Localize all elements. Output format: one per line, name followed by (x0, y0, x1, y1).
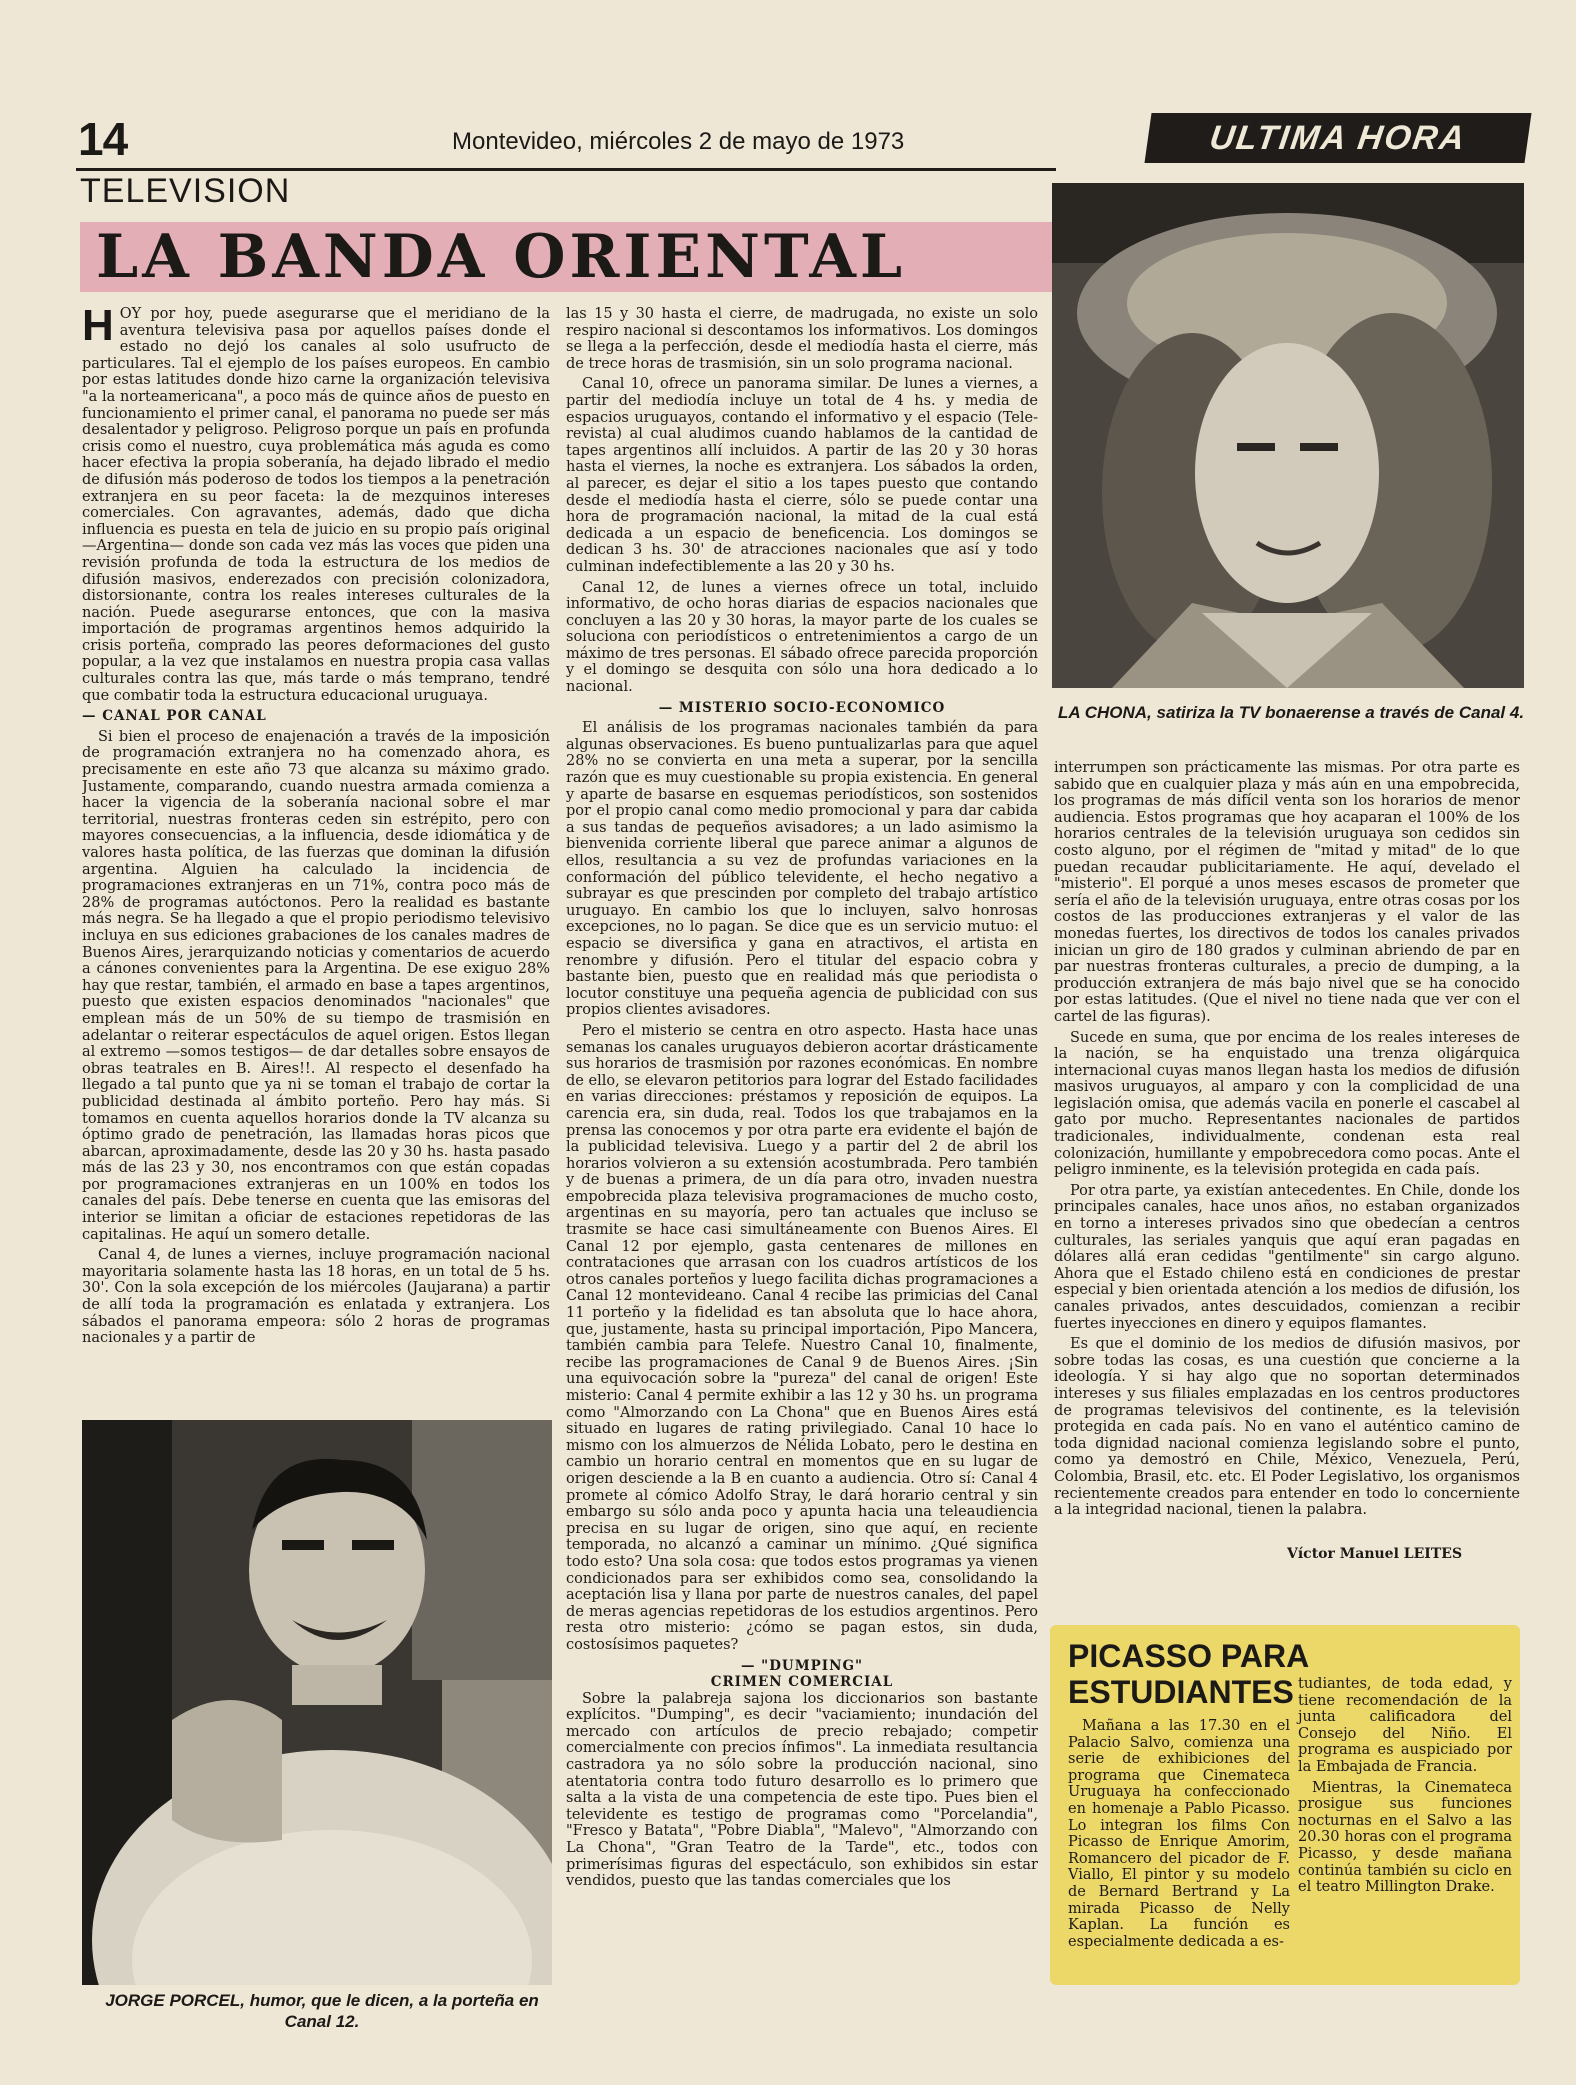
paragraph: Si bien el proceso de enajenación a través de la imposición de programación extranjera no ha comenzado ahora, es precisamente en este año 73 que alcanza su máximo grado. Justamente, comparando, cuando nuestra armada comienza a hacer la vigencia de la soberanía nacional sobre el mar territorial, nuestras fronteras ceden sin estrépito, pero con mayores consecuencias, a la influencia, desde idiomática y de valores hasta política, de las fuerzas que dominan la difusión argentina. Alguien ha calculado la incidencia de programaciones extranjeras en un 71%, contra poco más de 28% de programas autóctonos. Pero la realidad es bastante más negra. Se ha llegado a que el propio periodismo televisivo incluya en sus ediciones grabaciones de los canales madres de Buenos Aires, jerarquizando noticias y comentarios de acuerdo a cánones convenientes para la Argentina. De ese exiguo 28% hay que restar, también, el armado en base a tapes argentinos, puesto que existen espacios denominados "nacionales" que emplean más de un 50% de su tiempo de trasmisión en adelantar o reiterar espectáculos de aquel origen. Estos llegan al extremo —somos testigos— de dar detalles sobre ensayos de obras teatrales en B. Aires!!. Al respecto el desenfado ha llegado a tal punto que ya ni se toman el trabajo de cortar la publicidad destinada al ámbito porteño. Pero hay más. Si tomamos en cuenta aquellos horarios donde la TV alcanza su óptimo grado de penetración, las llamadas horas picos que abarcan, aproximadamente, desde las 20 y 30 hs. hasta pasado más de las 23 y 30, nos encontramos con que están copadas por programaciones extranjeras en un 100% en todos los canales del país. Debe tenerse en cuenta que las emisoras del interior se limitan a oficiar de estaciones repetidoras de las capitalinas. He aquí un somero detalle. (82, 728, 550, 1243)
paragraph: Canal 12, de lunes a viernes ofrece un total, incluido informativo, de ocho horas diarias de espacios nacionales que concluyen a las 20 y 30 horas, la mayor parte de los cuales se soluciona con periodísticos o entretenimientos a cargo de un máximo de tres personas. El sábado ofrece parecida proporción y el domingo se desquita con sólo una hora dedicado a lo nacional. (566, 579, 1038, 696)
paragraph: Por otra parte, ya existían antecedentes. En Chile, donde los principales canales, hace unos años, no estaban organizados en torno a intereses privados sino que obedecían a centros culturales, las seriales yanquis que aquí eran pagadas en dólares allá eran cedidas "gentilmente" sin cargo alguno. Ahora que el Estado chileno está en condiciones de prestar especial y bien orientada atención a los medios de difusión, los canales privados, antes descuidados, comienzan a recibir fuertes inyecciones en dinero y equipos flamantes. (1054, 1182, 1520, 1332)
caption-porcel: JORGE PORCEL, humor, que le dicen, a la porteña en Canal 12. (105, 1991, 539, 2031)
dateline: Montevideo, miércoles 2 de mayo de 1973 (452, 128, 905, 155)
headline: LA BANDA ORIENTAL (96, 222, 907, 292)
box-title: PICASSO PARA ESTUDIANTES (1068, 1638, 1309, 1710)
box-column-b (1298, 1676, 1512, 1900)
intro-paragraph (82, 306, 550, 704)
porcel-image (82, 1420, 552, 1985)
subhead-dumping-line1: — "DUMPING" (740, 1657, 864, 1674)
subhead-misterio: — MISTERIO SOCIO-ECONOMICO (658, 699, 946, 716)
caption-chona: LA CHONA, satiriza la TV bonaerense a través de Canal 4. (1057, 703, 1525, 722)
subhead-dumping (566, 1658, 1038, 1691)
paragraph: Sobre la palabreja sajona los diccionarios son bastante explícitos. "Dumping", es decir "vaciamiento; inundación del mercado con artículos de precio rebajado; competir comercialmente con precios ínfimos". La inmediata resultancia castradora ya no sólo sobre la producción nacional, sino atentatoria contra todo futuro desarrollo es lo primero que salta a la vista de una competencia de este tipo. Pues bien el televidente es testigo de programas como "Porcelandia", "Fresco y Batata", "Pobre Diabla", "Malevo", "Almorzando con La Chona", "Gran Teatro de la Tarde", etc., todos con primerísimas figuras del espectáculo, son exhibidos sin estar vendidos, puesto que las tandas comerciales que los (566, 1690, 1038, 1890)
chona-image (1052, 183, 1524, 688)
subhead-dumping-line2: CRIMEN COMERCIAL (710, 1674, 894, 1691)
photo-la-chona (1052, 183, 1524, 688)
paragraph: las 15 y 30 hasta el cierre, de madrugada, no existe un solo respiro nacional si descontamos los informativos. Los domingos se llega a la perfección, desde el mediodía hasta el cierre, más de trece horas de trasmisión, sin un solo programa nacional. (566, 306, 1038, 372)
top-rule (76, 168, 1056, 171)
paragraph: Es que el dominio de los medios de difusión masivos, por sobre todas las cosas, es una cuestión que concierne a la ideología. Y si hay algo que no soportan determinados intereses y sus filiales emplazadas en los centros productores de programas televisivos del continente, es la televisión protegida en cada país. No en vano el auténtico camino de toda dignidad nacional comienza legislando sobre el punto, como ya demostró en Chile, México, Venezuela, Perú, Colombia, Brasil, etc. etc. El Poder Legislativo, los organismos recientemente creados para entender en todo lo concerniente a la integridad nacional, tienen la palabra. (1054, 1336, 1520, 1519)
box-paragraph: Mañana a las 17.30 en el Palacio Salvo, comienza una serie de exhibiciones del programa que Cinemateca Uruguaya ha confeccionado en homenaje a Pablo Picasso. Lo integran los films Con Picasso de Enrique Amorim, Romancero del picador de F. Viallo, El pintor y su modelo de Bernard Bertrand y La mirada Picasso de Nelly Kaplan. La función es especialmente dedicada a es- (1068, 1718, 1290, 1950)
paragraph: Canal 10, ofrece un panorama similar. De lunes a viernes, a partir del mediodía incluye un total de 4 hs. y media de espacios uruguayos, contando el informativo y el espacio (Tele-revista) al cual aludimos cuando hablamos de la cantidad de tapes argentinos allí incluidos. A partir de las 20 y 30 horas hasta el viernes, la noche es extranjera. Los sábados la orden, al parecer, es dejar el sitio a los tapes puesto que contando desde el mediodía hasta el cierre, sólo se puede contar una hora de programación nacional, la mitad de la cual está dedicada a un espacio de beneficencia. Los domingos se dedican 3 hs. 30' de atracciones nacionales que así y todo culminan indefectiblemente a las 20 y 30 hs. (566, 376, 1038, 575)
paragraph: interrumpen son prácticamente las mismas. Por otra parte es sabido que en cualquier plaza y más aún en una empobrecida, los programas de más difícil venta son los horarios de menor audiencia. Estos programas que hoy acaparan el 100% de los horarios centrales de la televisión uruguaya son cedidos sin costo alguno, por el régimen de "mitad y mitad" de lo que puedan recaudar publicitariamente. He aquí, develado el "misterio". El porqué a unos meses escasos de prometer que sería el año de la televisión uruguaya, entre otras cosas por los costos de las producciones extranjeras y el valor de las monedas fuertes, los directivos de todos los canales privados inician un giro de 180 grados y culminan abriendo de par en par nuestras fronteras culturales, a precio de dumping, a la producción extranjera de más bajo nivel que se ha conocido por estas latitudes. (Que el nivel no tiene nada que ver con el cartel de las figuras). (1054, 760, 1520, 1025)
box-column-a (1068, 1718, 1290, 1954)
paragraph: Sucede en suma, que por encima de los reales intereses de la nación, se ha enquistado una trenza oligárquica internacional cuyas manos llegan hasta los medios de difusión masivos uruguayos, al amparo y con la complicidad de una legislación omisa, que además vacila en ponerle el cascabel al gato por mucho. Representantes nacionales de partidos tradicionales, individualmente, condenan esta real colonización, humillante y empobrecedora como pocas. Ante el peligro inminente, es la televisión protegida en cada país. (1054, 1029, 1520, 1179)
paragraph: Canal 4, de lunes a viernes, incluye programación nacional mayoritaria solamente hasta las 18 horas, en un total de 5 hs. 30'. Con la sola excepción de los miércoles (Jaujarana) a partir de allí toda la programación es enlatada y extranjera. Los sábados el panorama empeora: sólo 2 horas de programas nacionales y a partir de (82, 1247, 550, 1347)
paragraph: El análisis de los programas nacionales también da para algunas observaciones. Es bueno puntualizarlas para que aquel 28% no se convierta en una meta a superar, por la sencilla razón que es muy cuestionable su propia existencia. En general y aparte de basarse en esquemas periodísticos, son sostenidos por el propio canal como medio promocional y para dar cabida a sus tandas de pequeños avisadores; a un lado asimismo la bienvenida corriente liberal que parece animar a algunos de ellos, resultancia a su vez de profundas variaciones en la conformación del público televidente, el hecho negativo a subrayar es que prescinden por completo del trabajo artístico uruguayo. En cambio los que lo incluyen, salvo honrosas excepciones, no lo pagan. Se dice que es un servicio mutuo: el espacio se diversifica y gana en atractivos, el artista en renombre y difusión. Pero el titular del espacio cobra y bastante bien, puesto que en realidad más que periodista o locutor constituye una pequeña agencia de publicidad con sus propios clientes avisadores. (566, 720, 1038, 1019)
paragraph: Pero el misterio se centra en otro aspecto. Hasta hace unas semanas los canales uruguayos debieron acortar drásticamente sus horarios de trasmisión por razones económicas. En nombre de ello, se elevaron petitorios para lograr del Estado facilidades en varias direcciones: préstamos y reposición de equipos. La carencia era, sin duda, real. Todos los que trabajamos en la prensa las conocemos y por otra parte era evidente el bajón de la publicidad televisiva. Luego y a partir del 2 de abril los horarios volvieron a su extensión acostumbrada. Pero también y de buenas a primera, de un día para otro, invaden nuestra empobrecida plaza televisiva programaciones de mucho costo, argentinas en su mayoría, pero tan actuales que incluso se trasmite se hace casi simultáneamente con Buenos Aires. El Canal 12 por ejemplo, gasta centenares de millones en contrataciones que arrasan con los cuadros artísticos de los otros canales porteños y luego facilita dichas programaciones a Canal 12 montevideano. Canal 4 recibe las primicias del Canal 11 porteño y la fidelidad es tan absoluta que lo hace ahora, que, justamente, hasta su principal importación, Pipo Mancera, también cambia para Telefe. Nuestro Canal 10, finalmente, recibe las programaciones de Canal 9 de Buenos Aires. ¡Sin una equivocación sobre la "pureza" del canal de origen! Este misterio: Canal 4 permite exhibir a las 12 y 30 hs. un programa como "Almorzando con La Chona" que en Buenos Aires está situado en lugares de rating privilegiado. Canal 10 hace lo mismo con los almuerzos de Nélida Lobato, pero le destina en cambio un horario central en momentos que en su lugar de origen desciende a la B en cuanto a audiencia. Otro sí: Canal 4 promete al cómico Adolfo Stray, le dará horario central y sin embargo su sólo anda poco y apunta hacia una teleaudiencia precisa en su lugar de origen, sino que aquí, en reciente temporada, no alcanzó a caminar un mínimo. ¿Qué significa todo esto? Una sola cosa: que todos estos programas ya vienen condicionados para ser exhibidos como sea, consolidando la aceptación lisa y llana por parte de nuestros canales, del papel de meras agencias repetidoras de los estudios argentinos. Pero resta otro misterio: ¿cómo se pagan estos, sin duda, costosísimos paquetes? (566, 1022, 1038, 1653)
box-paragraph: tudiantes, de toda edad, y tiene recomendación de la junta calificadora del Consejo del Niño. El programa es auspiciado por la Embajada de Francia. (1298, 1676, 1512, 1775)
newspaper-logo: ULTIMA HORA (1144, 113, 1531, 163)
intro-text: OY por hoy, puede asegurarse que el meridiano de la aventura televisiva pasa por aquellos países donde el estado no dejó los canales al solo usufructo de particulares. Tal el ejemplo de los países europeos. En cambio por estas latitudes donde hizo carne la organización televisiva "a la norteamericana", a poco más de quince años de puesto en funcionamiento el primer canal, el panorama no puede ser más desalentador y peligroso. Peligroso porque un país en profunda crisis como el nuestro, cuya problemática más aguda es como hacer efectiva la propia soberanía, ha dejado librado el medio de difusión más poderoso de todos los tiempos a la penetración extranjera en su peor faceta: la de mezquinos intereses comerciales. Con agravantes, además, dado que dicha influencia es puesta en tela de juicio en su propio país original —Argentina— donde son cada vez más las voces que piden una revisión profunda de toda la estructura de los medios de difusión masivos, enderezados con precisión colonizadora, distorsionante, contra los reales intereses culturales de la nación. Puede asegurarse entonces, que con la masiva importación de programas argentinos hemos adquirido la crisis porteña, comprado las peores deformaciones del gusto popular, a la vez que instalamos en nuestra propia casa vallas culturales contra las que, más tarde o más temprano, tendré que combatir toda la estructura educacional uruguaya. (82, 306, 550, 704)
photo-jorge-porcel (82, 1420, 552, 1985)
article-column-3 (1054, 760, 1520, 1530)
article-column-2 (566, 306, 1038, 1986)
section-label: TELEVISION (80, 172, 291, 210)
dropcap: H (82, 306, 114, 350)
page-number: 14 (78, 113, 128, 165)
author-signature: Víctor Manuel LEITES (1287, 1546, 1463, 1562)
subhead-canal-por-canal: — CANAL POR CANAL (82, 708, 267, 725)
article-column-1 (82, 306, 550, 1416)
box-paragraph: Mientras, la Cinemateca prosigue sus funciones nocturnas en el Salvo a las 20.30 horas con el programa Picasso, y desde mañana continúa también su ciclo en el teatro Millington Drake. (1298, 1779, 1512, 1896)
